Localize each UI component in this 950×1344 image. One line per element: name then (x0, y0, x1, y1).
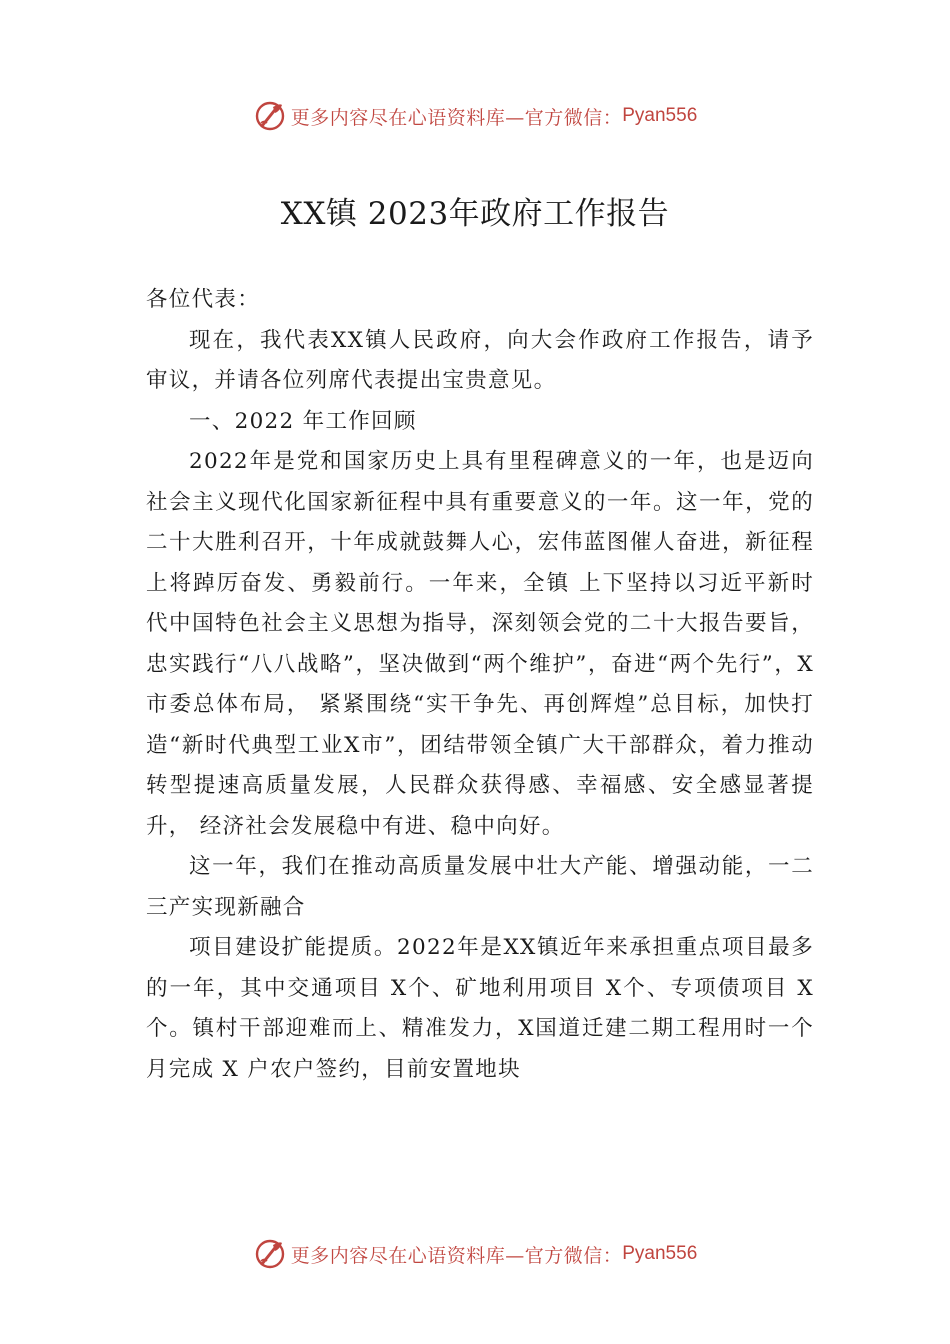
paragraph-review: 2022年是党和国家历史上具有里程碑意义的一年，也是迈向社会主义现代化国家新征程中具有重要意义的一年。这一年，党的二十大胜利召开，十年成就鼓舞人心，宏伟蓝图催人奋进，新征程上将踔厉奋发、勇毅前行。一年来，全镇 上下坚持以习近平新时代中国特色社会主义思想为指导，深刻领会党的二十大报告要旨，忠实践行“八八战略”，坚决做到“两个维护”，奋进“两个先行”，X市委总体布局， 紧紧围绕“实干争先、再创辉煌”总目标，加快打造“新时代典型工业X市”，团结带领全镇广大干部群众，着力推动转型提速高质量发展，人民群众获得感、幸福感、安全感显著提升， 经济社会发展稳中有进、稳中向好。 (146, 449, 814, 839)
section-heading: 一、2022 年工作回顾 (189, 408, 417, 434)
paragraph-projects: 项目建设扩能提质。2022年是XX镇近年来承担重点项目最多的一年，其中交通项目 X个、矿地利用项目 X个、专项债项目 X个。镇村干部迎难而上、精准发力，X国道迁建二期工程用时一个月完成 X 户农户签约，目前安置地块 (146, 935, 814, 1082)
document-body (146, 280, 814, 1090)
watermark-banner-bottom (0, 1234, 950, 1274)
watermark-text: 更多内容尽在心语资料库—官方微信： (290, 1244, 623, 1267)
watermark-banner-top (0, 96, 950, 136)
paragraph-development: 这一年，我们在推动高质量发展中壮大产能、增强动能，一二三产实现新融合 (146, 854, 814, 920)
watermark-wechat-id: Pyan556 (622, 1243, 698, 1264)
watermark-text: 更多内容尽在心语资料库—官方微信： (290, 106, 623, 129)
salutation: 各位代表： (146, 287, 261, 312)
document-title: XX镇 2023年政府工作报告 (280, 196, 670, 232)
quill-seal-logo-icon (253, 1237, 287, 1271)
watermark-wechat-id: Pyan556 (622, 105, 698, 126)
quill-seal-logo-icon (253, 99, 287, 133)
paragraph-intro: 现在，我代表XX镇人民政府，向大会作政府工作报告，请予审议，并请各位列席代表提出宝贵意见。 (146, 327, 814, 393)
